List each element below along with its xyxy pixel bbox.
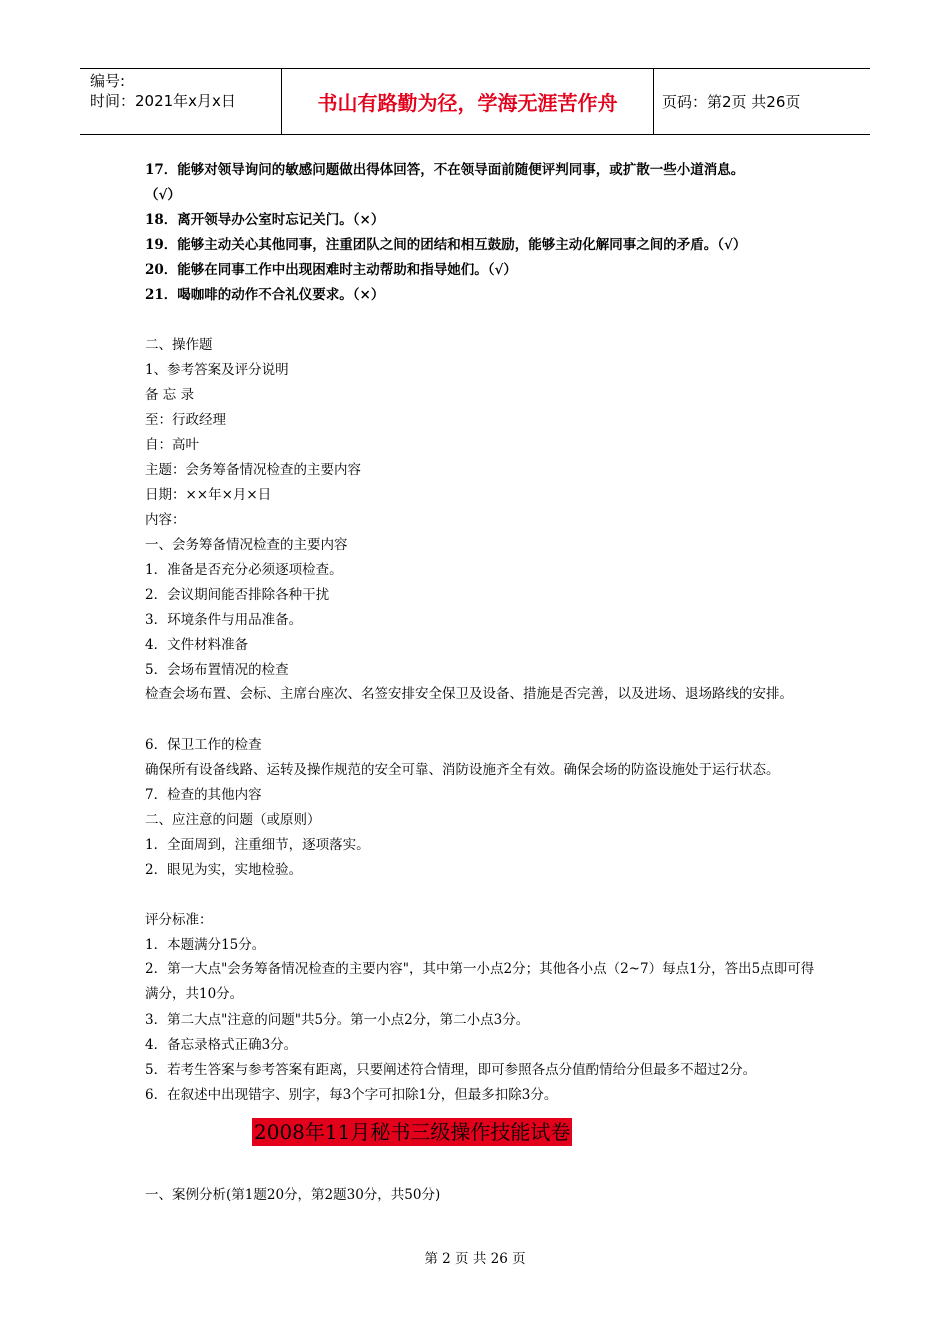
memo-content-label: 内容： xyxy=(145,512,186,528)
exam-title: 2008年11月秘书三级操作技能试卷 xyxy=(254,1120,571,1144)
text-line: 1．本题满分15分。 xyxy=(145,937,266,953)
text-line: 二、应注意的问题（或原则） xyxy=(145,812,321,828)
text-line: 4．文件材料准备 xyxy=(145,637,249,653)
doc-time-label: 时间：2021年x月x日 xyxy=(90,92,236,110)
text-paragraph: 检查会场布置、会标、主席台座次、名签安排安全保卫及设备、措施是否完善，以及进场、退场路线的安排。 xyxy=(145,686,793,702)
text-line: 2．眼见为实，实地检验。 xyxy=(145,862,303,878)
text-line: 3．第二大点"注意的问题"共5分。第一小点2分，第二小点3分。 xyxy=(145,1012,530,1028)
page-footer: 第 2 页 共 26 页 xyxy=(424,1251,526,1267)
text-paragraph: 2．第一大点"会务筹备情况检查的主要内容"，其中第一小点2分；其他各小点（2~7）每点1分，答出5点即可得满分，共10分。 xyxy=(145,961,815,1002)
text-line: 1．准备是否充分必须逐项检查。 xyxy=(145,562,343,578)
text-line: 20．能够在同事工作中出现困难时主动帮助和指导她们。（√） xyxy=(145,262,517,278)
text-line: 1、参考答案及评分说明 xyxy=(145,362,289,378)
header-meta xyxy=(80,69,282,134)
text-line: 4．备忘录格式正确3分。 xyxy=(145,1037,298,1053)
text-line: 1．全面周到，注重细节，逐项落实。 xyxy=(145,837,370,853)
text-line: 3．环境条件与用品准备。 xyxy=(145,612,303,628)
text-line: 2．会议期间能否排除各种干扰 xyxy=(145,587,330,603)
header-motto: 书山有路勤为径，学海无涯苦作舟 xyxy=(282,69,654,134)
text-line: 一、会务筹备情况检查的主要内容 xyxy=(145,537,348,553)
section-heading: 一、案例分析(第1题20分，第2题30分，共50分) xyxy=(145,1187,441,1203)
text-line: 确保所有设备线路、运转及操作规范的安全可靠、消防设施齐全有效。确保会场的防盗设施处于运行状态。 xyxy=(145,762,780,778)
memo-to: 至：行政经理 xyxy=(145,412,226,428)
memo-title: 备 忘 录 xyxy=(145,387,195,403)
text-line: （√） xyxy=(145,187,181,203)
text-line: 21．喝咖啡的动作不合礼仪要求。（×） xyxy=(145,287,385,303)
doc-number-label: 编号: xyxy=(90,72,126,90)
memo-from: 自：高叶 xyxy=(145,437,199,453)
page-header xyxy=(80,68,870,135)
section-heading: 二、操作题 xyxy=(145,337,213,353)
text-line: 6．在叙述中出现错字、别字，每3个字可扣除1分，但最多扣除3分。 xyxy=(145,1087,558,1103)
memo-subject: 主题：会务筹备情况检查的主要内容 xyxy=(145,462,361,478)
text-line: 17．能够对领导询问的敏感问题做出得体回答，不在领导面前随便评判同事，或扩散一些小道消息。 xyxy=(145,162,745,178)
memo-date: 日期：××年×月×日 xyxy=(145,487,272,503)
header-page-label: 页码：第2页 共26页 xyxy=(662,93,801,111)
text-line: 18．离开领导办公室时忘记关门。（×） xyxy=(145,212,385,228)
text-line: 6．保卫工作的检查 xyxy=(145,737,262,753)
text-line: 19．能够主动关心其他同事，注重团队之间的团结和相互鼓励，能够主动化解同事之间的矛盾。（√） xyxy=(145,237,747,253)
text-line: 7．检查的其他内容 xyxy=(145,787,262,803)
section-heading: 评分标准： xyxy=(145,912,213,928)
text-line: 5．若考生答案与参考答案有距离，只要阐述符合情理，即可参照各点分值酌情给分但最多不超过2分。 xyxy=(145,1062,757,1078)
text-line: 5．会场布置情况的检查 xyxy=(145,662,289,678)
